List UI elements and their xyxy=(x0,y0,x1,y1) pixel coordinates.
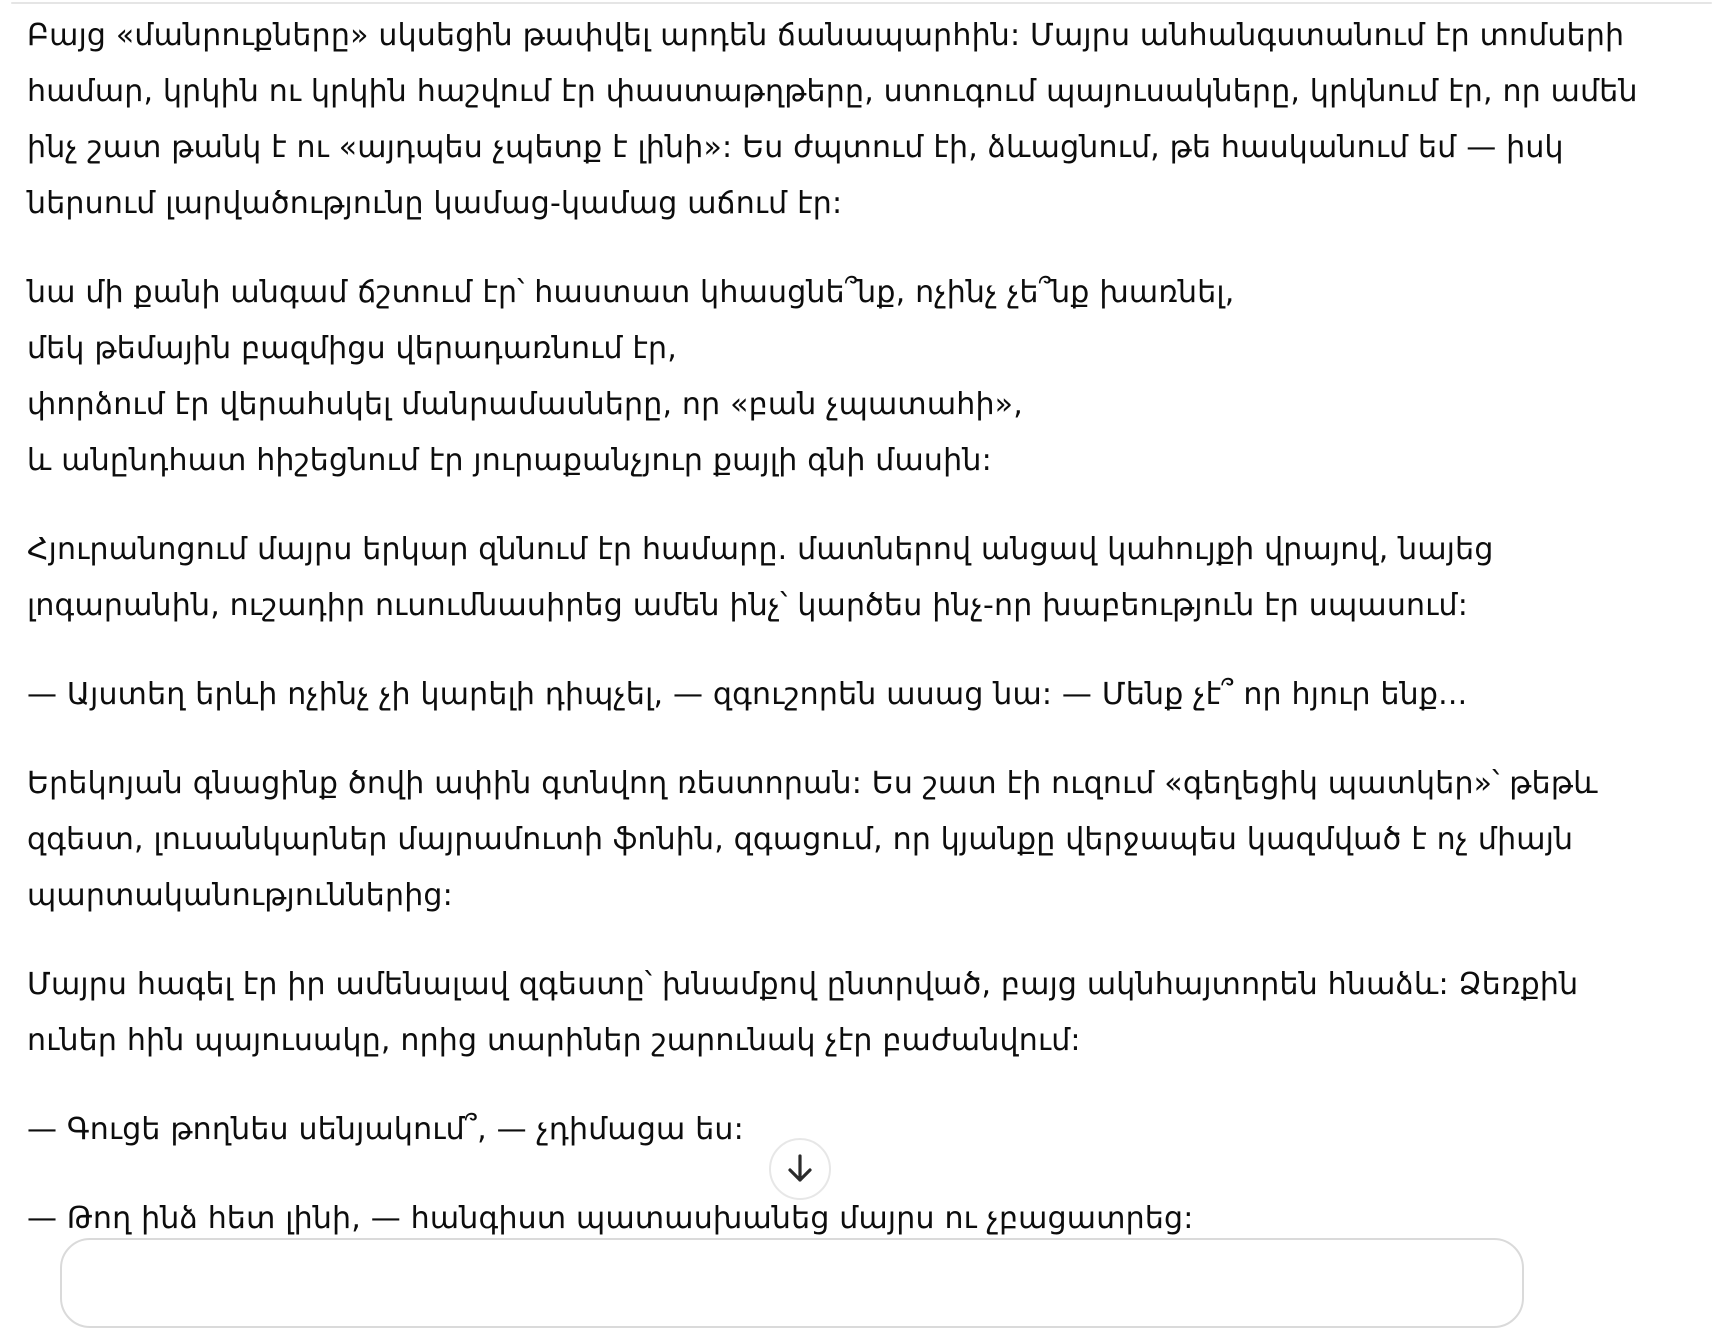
story-paragraph: — Թող ինձ հետ լինի, — հանգիստ պատասխանեց մայրս ու չբացատրեց: xyxy=(27,1201,1194,1236)
story-paragraph: Հյուրանոցում մայրս երկար զննում էր համարը. մատներով անցավ կահույքի վրայով, նայեց լոգարանին, ուշադիր ուսումնասիրեց ամեն ինչ՝ կարծես ինչ-որ խաբեություն էր սպասում: xyxy=(27,532,1494,623)
top-divider xyxy=(11,2,1712,4)
down-arrow-icon xyxy=(786,1153,814,1185)
story-paragraph: Մայրս հագել էր իր ամենալավ զգեստը՝ խնամքով ընտրված, բայց ակնհայտորեն հնաձև: Ձեռքին ուներ հին պայուսակը, որից տարիներ շարունակ չէր բաժանվում: xyxy=(27,967,1579,1058)
story-paragraph: նա մի քանի անգամ ճշտում էր՝ հաստատ կհասցնե՞նք, ոչինչ չե՞նք խառնել, մեկ թեմային բազմիցս վերադառնում էր, փորձում էր վերահսկել մանրամասները, որ «բան չպատահի», և անընդհատ հիշեցնում էր յուրաքանչյուր քայլի գնի մասին: xyxy=(27,275,1235,478)
story-paragraph: — Այստեղ երևի ոչինչ չի կարելի դիպչել, — զգուշորեն ասաց նա: — Մենք չէ՞ որ հյուր ենք... xyxy=(27,677,1468,712)
story-paragraph: Երեկոյան գնացինք ծովի ափին գտնվող ռեստորան: Ես շատ էի ուզում «գեղեցիկ պատկեր»՝ թեթև զգեստ, լուսանկարներ մայրամուտի ֆոնին, զգացում, որ կյանքը վերջապես կազմված է ոչ միայն պարտականություններից: xyxy=(27,766,1598,913)
story-paragraph: — Գուցե թողնես սենյակում՞, — չդիմացա ես: xyxy=(27,1112,744,1147)
scroll-to-bottom-button[interactable] xyxy=(769,1138,831,1200)
story-text xyxy=(27,8,1687,1280)
story-paragraph: Բայց «մանրուքները» սկսեցին թափվել արդեն ճանապարհին: Մայրս անհանգստանում էր տոմսերի համար, կրկին ու կրկին հաշվում էր փաստաթղթերը, ստուգում պայուսակները, կրկնում էր, որ ամեն ինչ շատ թանկ է ու «այդպես չպետք է լինի»: Ես ժպտում էի, ձևացնում, թե հասկանում եմ — իսկ ներսում լարվածությունը կամաց-կամաց աճում էր: xyxy=(27,18,1638,221)
